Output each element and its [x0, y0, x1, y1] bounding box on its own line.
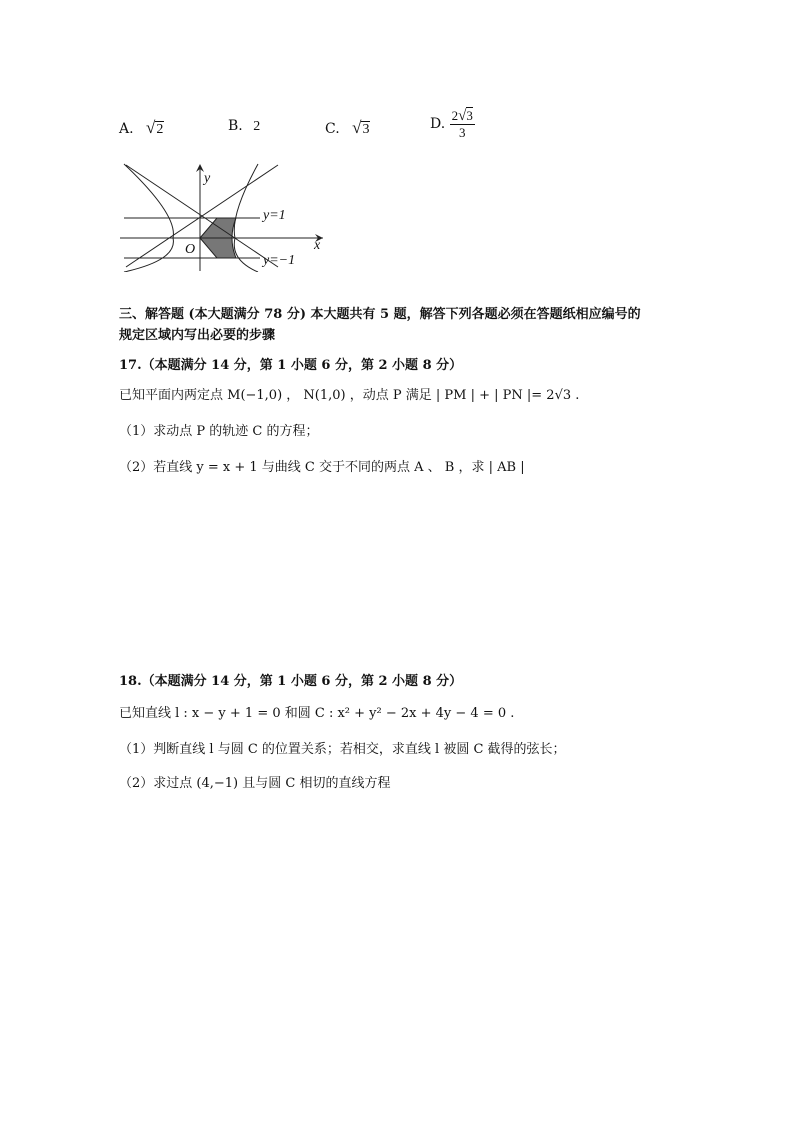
sqrt-expression: √2	[146, 118, 164, 137]
x-axis-label: x	[314, 238, 321, 253]
line-top-label: y=1	[263, 208, 286, 223]
fraction: $\frac{2√3}{3}$	[451, 108, 473, 140]
q18-part1: （1）判断直线 l 与圆 C 的位置关系；若相交，求直线 l 被圆 C 截得的弦长；	[119, 742, 566, 757]
q17-header: 17.（本题满分 14 分，第 1 小题 6 分，第 2 小题 8 分）	[119, 358, 463, 373]
line-bottom-label: y=−1	[263, 253, 296, 268]
q17-part1: （1）求动点 P 的轨迹 C 的方程；	[119, 424, 319, 439]
option-a: A. √2	[119, 118, 164, 137]
q18-header: 18.（本题满分 14 分，第 1 小题 6 分，第 2 小题 8 分）	[119, 674, 463, 689]
option-b: B. 2	[228, 118, 261, 134]
option-c: C. √3	[325, 118, 370, 137]
origin-label: O	[185, 242, 196, 257]
sqrt-expression: √3	[352, 118, 370, 137]
hyperbola-figure	[118, 160, 340, 272]
q18-stem: 已知直线 l : x − y + 1 = 0 和圆 C : x² + y² − 2x + 4y − 4 = 0 .	[119, 706, 515, 721]
q18-part2: （2）求过点 (4,−1) 且与圆 C 相切的直线方程	[119, 776, 391, 791]
y-axis-label: y	[204, 171, 211, 186]
option-d: D. $\frac{2√3}{3}$	[430, 108, 473, 140]
q17-stem: 已知平面内两定点 M(−1,0) ， N(1,0) ，动点 P 满足 | PM | + | PN |= 2√3 .	[119, 388, 580, 403]
q17-part2: （2）若直线 y = x + 1 与曲线 C 交于不同的两点 A 、 B ，求 | AB |	[119, 460, 525, 475]
section-heading: 三、解答题 (本大题满分 78 分) 本大题共有 5 题，解答下列各题必须在答题纸相应编号的 规定区域内写出必要的步骤	[119, 307, 641, 343]
